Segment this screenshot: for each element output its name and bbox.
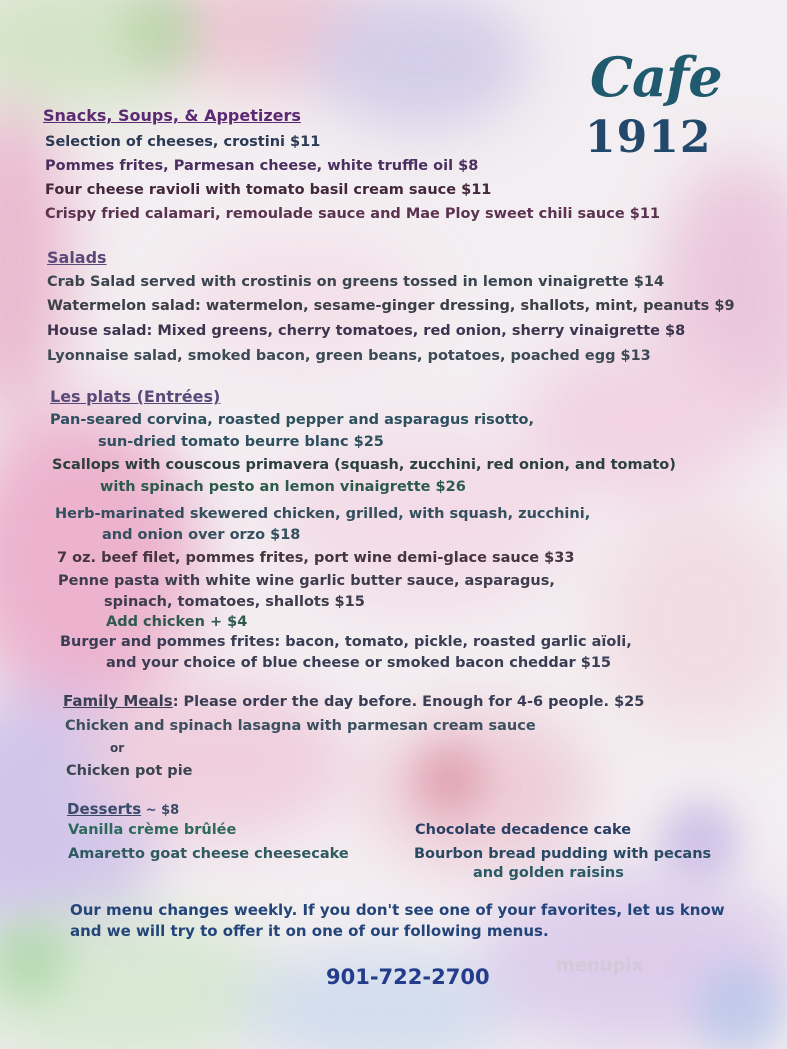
desserts-header xyxy=(67,799,179,818)
section-heading-family: Family Meals xyxy=(63,692,173,710)
menu-item: Pan-seared corvina, roasted pepper and asparagus risotto, xyxy=(50,412,535,428)
phone-number[interactable]: 901-722-2700 xyxy=(326,965,490,989)
menu-item-continuation: sun-dried tomato beurre blanc $25 xyxy=(98,434,384,450)
logo-year: 1912 xyxy=(585,112,712,163)
dessert-item: Vanilla crème brûlée xyxy=(68,822,237,838)
dessert-item: Chocolate decadence cake xyxy=(415,822,632,838)
menu-item-continuation: and onion over orzo $18 xyxy=(102,527,301,543)
logo-cafe: Cafe xyxy=(590,45,722,109)
menu-item-continuation: spinach, tomatoes, shallots $15 xyxy=(104,594,365,610)
family-meals-header xyxy=(63,691,644,710)
menu-item: House salad: Mixed greens, cherry tomatoes, red onion, sherry vinaigrette $8 xyxy=(47,323,686,339)
dessert-item-continuation: and golden raisins xyxy=(473,865,624,881)
menu-item: 7 oz. beef filet, pommes frites, port wine demi-glace sauce $33 xyxy=(57,550,575,566)
menu-item: Burger and pommes frites: bacon, tomato, pickle, roasted garlic aïoli, xyxy=(60,634,632,650)
menu-item: Chicken and spinach lasagna with parmesan cream sauce xyxy=(65,718,536,734)
menu-item: Lyonnaise salad, smoked bacon, green beans, potatoes, poached egg $13 xyxy=(47,348,651,364)
menu-item: Four cheese ravioli with tomato basil cream sauce $11 xyxy=(45,182,492,198)
section-heading-salads: Salads xyxy=(47,248,107,267)
menu-item-continuation: with spinach pesto an lemon vinaigrette $26 xyxy=(100,479,466,495)
dessert-item: Bourbon bread pudding with pecans xyxy=(414,846,712,862)
menu-item: Penne pasta with white wine garlic butter sauce, asparagus, xyxy=(58,573,555,589)
dessert-item: Amaretto goat cheese cheesecake xyxy=(68,846,349,862)
menu-item: Herb-marinated skewered chicken, grilled, with squash, zucchini, xyxy=(55,506,591,522)
menu-item-continuation: and your choice of blue cheese or smoked bacon cheddar $15 xyxy=(106,655,612,671)
footer-note-line2: and we will try to offer it on one of our following menus. xyxy=(70,922,549,940)
desserts-price: ~ $8 xyxy=(141,803,180,818)
menu-item: Scallops with couscous primavera (squash, zucchini, red onion, and tomato) xyxy=(52,457,676,473)
menu-item: Pommes frites, Parmesan cheese, white truffle oil $8 xyxy=(45,158,479,174)
menu-item: Crab Salad served with crostinis on greens tossed in lemon vinaigrette $14 xyxy=(47,274,665,290)
menu-item: Crispy fried calamari, remoulade sauce and Mae Ploy sweet chili sauce $11 xyxy=(45,206,661,222)
watermark: menupix xyxy=(556,955,644,976)
section-heading-snacks: Snacks, Soups, & Appetizers xyxy=(43,106,301,125)
family-meals-note: : Please order the day before. Enough for 4-6 people. $25 xyxy=(172,694,645,710)
section-heading-desserts: Desserts xyxy=(67,800,142,818)
menu-item-or: or xyxy=(110,741,125,755)
menu-item: Chicken pot pie xyxy=(66,763,193,779)
menu-item-addon: Add chicken + $4 xyxy=(106,614,248,630)
footer-note-line1: Our menu changes weekly. If you don't see one of your favorites, let us know xyxy=(70,901,725,919)
menu-item: Watermelon salad: watermelon, sesame-ginger dressing, shallots, mint, peanuts $9 xyxy=(47,298,735,314)
menu-item: Selection of cheeses, crostini $11 xyxy=(45,134,321,150)
section-heading-plats: Les plats (Entrées) xyxy=(50,387,221,406)
